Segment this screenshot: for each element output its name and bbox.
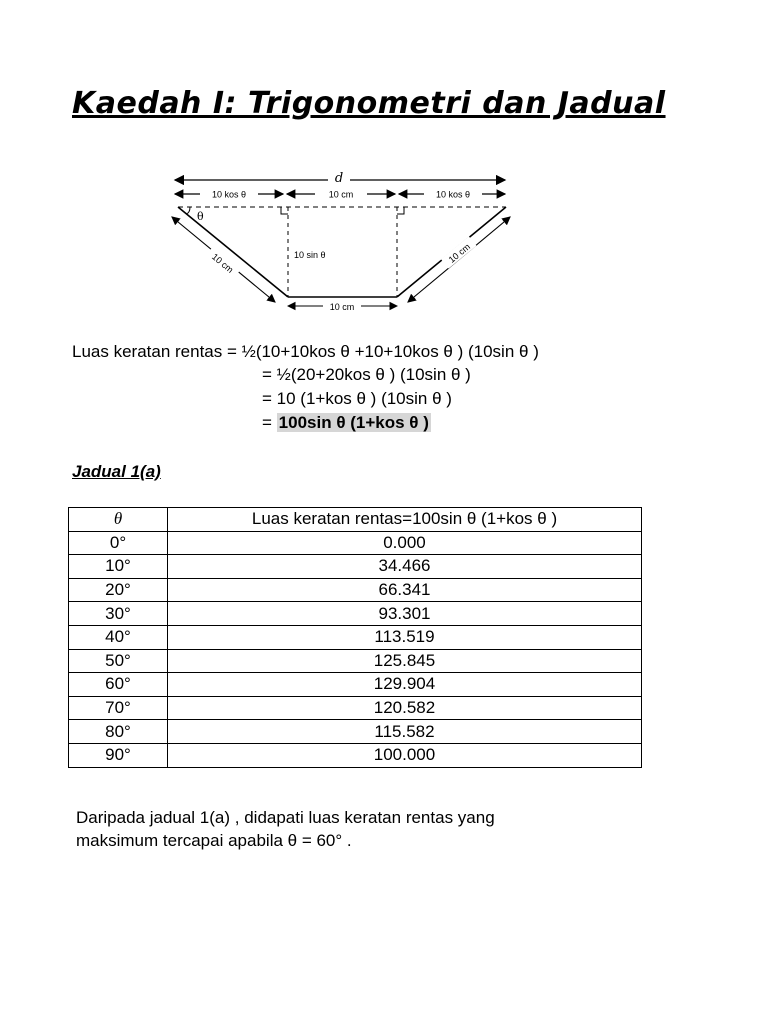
value-cell: 34.466 <box>168 555 642 579</box>
table-row <box>69 673 642 697</box>
value-cell: 113.519 <box>168 625 642 649</box>
table-heading: Jadual 1(a) <box>72 462 161 481</box>
equation-line-4 <box>262 413 431 433</box>
value-cell: 0.000 <box>168 531 642 555</box>
top-mid-label: 10 cm <box>328 189 354 200</box>
table-row <box>69 625 642 649</box>
angle-label: θ <box>197 210 204 223</box>
angle-cell: 20° <box>69 578 168 602</box>
table-row <box>69 649 642 673</box>
value-cell: 115.582 <box>168 720 642 744</box>
table-row <box>69 696 642 720</box>
height-label: 10 sin θ <box>294 250 326 260</box>
left-side-label: 10 cm <box>209 251 236 275</box>
right-angle-right <box>397 207 404 214</box>
angle-cell: 0° <box>69 531 168 555</box>
value-cell: 93.301 <box>168 602 642 626</box>
conclusion-text <box>76 806 636 852</box>
col-angle-header: θ <box>69 508 168 532</box>
angle-cell: 30° <box>69 602 168 626</box>
angle-cell: 80° <box>69 720 168 744</box>
right-angle-left <box>281 207 288 214</box>
conclusion-line-2: maksimum tercapai apabila θ = 60° . <box>76 831 352 850</box>
table-row <box>69 531 642 555</box>
page-title: Kaedah I: Trigonometri dan Jadual <box>72 86 666 121</box>
conclusion-line-1: Daripada jadual 1(a) , didapati luas keratan rentas yang <box>76 808 495 827</box>
value-cell: 100.000 <box>168 743 642 767</box>
top-left-label: 10 kos θ <box>211 189 247 200</box>
value-cell: 66.341 <box>168 578 642 602</box>
trapezoid-diagram <box>160 160 520 320</box>
table-row <box>69 578 642 602</box>
bottom-label: 10 cm <box>329 302 355 312</box>
top-right-label: 10 kos θ <box>435 189 471 200</box>
left-side <box>178 207 288 297</box>
angle-cell: 60° <box>69 673 168 697</box>
table-row <box>69 720 642 744</box>
angle-cell: 70° <box>69 696 168 720</box>
equation-line-1: Luas keratan rentas = ½(10+10kos θ +10+10kos θ ) (10sin θ ) <box>72 342 539 361</box>
table-row <box>69 555 642 579</box>
results-table <box>68 507 642 768</box>
angle-cell: 90° <box>69 743 168 767</box>
equation-line-3: = 10 (1+kos θ ) (10sin θ ) <box>262 389 452 408</box>
angle-cell: 10° <box>69 555 168 579</box>
table-row <box>69 743 642 767</box>
value-cell: 120.582 <box>168 696 642 720</box>
right-side-label: 10 cm <box>446 241 473 265</box>
equation-result: 100sin θ (1+kos θ ) <box>278 413 429 432</box>
angle-cell: 50° <box>69 649 168 673</box>
equation-line-2: = ½(20+20kos θ ) (10sin θ ) <box>262 365 471 384</box>
value-cell: 125.845 <box>168 649 642 673</box>
col-area-header: Luas keratan rentas=100sin θ (1+kos θ ) <box>168 508 642 532</box>
equation-line-4-prefix: = <box>262 413 272 432</box>
table-row <box>69 602 642 626</box>
d-label: d <box>334 171 344 186</box>
angle-arc <box>186 207 190 214</box>
table-header-row <box>69 508 642 532</box>
value-cell: 129.904 <box>168 673 642 697</box>
angle-cell: 40° <box>69 625 168 649</box>
